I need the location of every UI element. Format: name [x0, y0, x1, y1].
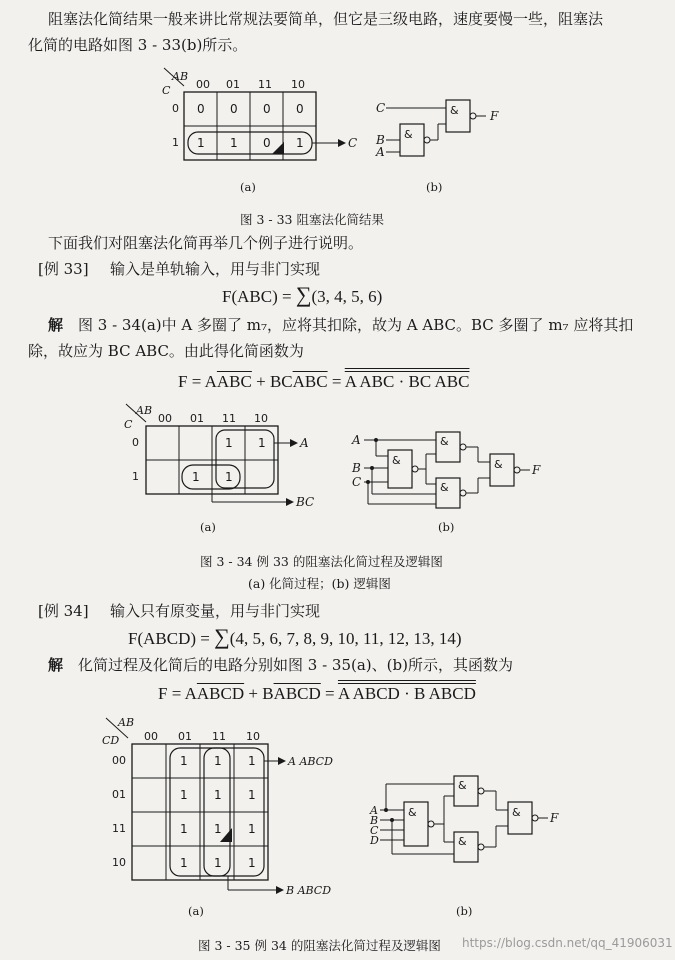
ex34-text: 输入只有原变量，用与非门实现 [110, 602, 321, 620]
lead-text: 下面我们对阻塞法化简再举几个例子进行说明。 [48, 234, 364, 252]
fig33-output-c: C [348, 136, 358, 150]
fig34-circuit [350, 426, 550, 516]
fig35-cell-12: 1 [214, 788, 222, 802]
fig34-sub-a: (a) [200, 520, 216, 534]
fig34-var-c: C [124, 418, 133, 431]
ex33-sol-label: 解 [48, 316, 64, 334]
fig33-var-c: C [162, 84, 171, 97]
ex34-formula-terms: (4, 5, 6, 7, 8, 9, 10, 11, 12, 13, 14) [229, 629, 462, 648]
fig35-row-0: 00 [112, 754, 126, 767]
fig33-sub-b: (b) [426, 180, 443, 194]
fig35-cell-11: 1 [180, 788, 188, 802]
fig35-cell-33: 1 [248, 856, 256, 870]
fig34-cell-11: 1 [192, 470, 200, 484]
fig35-caption: 图 3 - 35 例 34 的阻塞法化简过程及逻辑图 [198, 938, 441, 953]
ex33-sol-line2: 除，故应为 BC ABC。由此得化简函数为 [28, 342, 304, 360]
fig34-kmap [120, 402, 330, 520]
ex34-eq-rhs: A ABCD · B ABCD [337, 684, 476, 703]
fig35-col-0: 00 [144, 730, 158, 743]
fig35-label-b: B ABCD [286, 884, 332, 897]
ex34-tag: [例 34] [38, 602, 89, 620]
ex34-eq-t2: ABCD [273, 684, 321, 703]
ex33-eq-plus: + BC [251, 372, 293, 391]
fig35-col-2: 11 [212, 730, 226, 743]
fig34-cell-02: 1 [225, 436, 233, 450]
fig34-col-2: 11 [222, 412, 236, 425]
fig35-in-d: D [370, 834, 379, 847]
fig35-cell-22: 1 [214, 822, 222, 836]
fig35-col-3: 10 [246, 730, 260, 743]
fig35-kmap [100, 714, 340, 904]
ex33-eq-t2: $\overline{ABC}$ [292, 372, 328, 391]
ex34-sol-label: 解 [48, 656, 64, 674]
fig35-gate4-sym: & [512, 806, 521, 819]
fig33-col-3: 10 [291, 78, 305, 91]
ex33-sol-line1: 图 3 - 34(a)中 A 多圈了 m₇，应将其扣除，故为 A ABC。BC 多圈了 m₇ 应将其扣 [78, 316, 634, 334]
ex34-formula-lhs: F(ABCD) = [128, 629, 215, 648]
fig33-col-0: 00 [196, 78, 210, 91]
ex33-sigma: ∑ [295, 282, 312, 307]
fig35-row-3: 10 [112, 856, 126, 869]
ex33-eq-lhs: F = A [178, 372, 217, 391]
intro-line-1: 阻塞法化简结果一般来讲比常规法要简单，但它是三级电路，速度要慢一些，阻塞法 [48, 10, 604, 28]
fig33-col-2: 11 [258, 78, 272, 91]
fig35-cell-31: 1 [180, 856, 188, 870]
fig33-col-1: 01 [226, 78, 240, 91]
fig35-sub-b: (b) [456, 904, 473, 918]
fig34-out-f: F [532, 463, 541, 477]
ex33-eq-t1: $\overline{ABC}$ [216, 372, 252, 391]
fig35-var-cd: CD [102, 734, 120, 747]
fig33-cell-10: 1 [197, 136, 205, 150]
ex33-formula-terms: (3, 4, 5, 6) [311, 287, 383, 306]
fig34-caption-2: (a) 化简过程；(b) 逻辑图 [248, 576, 391, 591]
ex33-formula-lhs: F(ABC) = [222, 287, 296, 306]
fig34-in-b: B [352, 461, 361, 475]
ex33-eq-eq: = [327, 372, 345, 391]
fig33-cell-03: 0 [296, 102, 304, 116]
ex34-eq-plus: + B [244, 684, 274, 703]
fig35-circuit [368, 774, 568, 864]
ex34-eq-eq: = [320, 684, 338, 703]
ex33-eq-rhs: A ABC · BC ABC [344, 372, 470, 391]
fig34-in-a: A [352, 433, 361, 447]
fig33-row-1: 1 [172, 136, 179, 149]
fig34-var-ab: AB [136, 404, 153, 417]
ex34-sigma: ∑ [214, 624, 230, 649]
fig35-in-c: C [370, 824, 379, 837]
fig35-cell-03: 1 [248, 754, 256, 768]
fig33-gate2-sym: & [450, 104, 459, 117]
fig33-caption: 图 3 - 33 阻塞法化简结果 [240, 212, 384, 227]
ex33-equation [178, 372, 469, 392]
ex33-text: 输入是单轨输入，用与非门实现 [110, 260, 321, 278]
fig35-gate3-sym: & [458, 835, 467, 848]
fig33-in-a: A [376, 145, 385, 159]
fig35-gate2-sym: & [458, 779, 467, 792]
fig33-in-c: C [376, 101, 386, 115]
fig35-cell-13: 1 [248, 788, 256, 802]
fig33-cell-11: 1 [230, 136, 238, 150]
ex34-sol-line1: 化简过程及化简后的电路分别如图 3 - 35(a)、(b)所示，其函数为 [78, 656, 513, 674]
fig34-cell-03: 1 [258, 436, 266, 450]
fig35-cell-32: 1 [214, 856, 222, 870]
fig34-gate2-sym: & [440, 435, 449, 448]
fig33-kmap [160, 66, 370, 196]
fig34-col-1: 01 [190, 412, 204, 425]
fig34-col-0: 00 [158, 412, 172, 425]
fig33-gate1-sym: & [404, 128, 413, 141]
fig33-cell-13: 1 [296, 136, 304, 150]
fig35-row-1: 01 [112, 788, 126, 801]
fig34-cell-12: 1 [225, 470, 233, 484]
fig34-in-c: C [352, 475, 362, 489]
fig34-gate1-sym: & [392, 454, 401, 467]
fig33-cell-00: 0 [197, 102, 205, 116]
fig33-row-0: 0 [172, 102, 179, 115]
fig34-caption: 图 3 - 34 例 33 的阻塞法化简过程及逻辑图 [200, 554, 443, 569]
fig33-cell-12: 0 [263, 136, 271, 150]
fig33-cell-02: 0 [263, 102, 271, 116]
fig35-row-2: 11 [112, 822, 126, 835]
fig35-sub-a: (a) [188, 904, 204, 918]
fig33-circuit [372, 96, 512, 166]
fig33-out-f: F [490, 109, 499, 123]
fig35-col-1: 01 [178, 730, 192, 743]
fig35-cell-21: 1 [180, 822, 188, 836]
fig35-gate1-sym: & [408, 806, 417, 819]
ex34-equation [158, 684, 476, 704]
fig34-col-3: 10 [254, 412, 268, 425]
fig33-var-ab: AB [172, 70, 189, 83]
fig35-label-a: A ABCD [288, 755, 333, 768]
fig34-row-1: 1 [132, 470, 139, 483]
fig33-cell-01: 0 [230, 102, 238, 116]
fig33-in-b: B [376, 133, 385, 147]
fig34-label-a: A [300, 436, 309, 450]
ex34-eq-lhs: F = A [158, 684, 197, 703]
fig35-cell-23: 1 [248, 822, 256, 836]
ex34-eq-t1: ABCD [196, 684, 245, 703]
fig35-out-f: F [550, 811, 559, 825]
watermark: https://blog.csdn.net/qq_41906031 [462, 936, 673, 950]
fig35-in-b: B [370, 814, 379, 827]
fig34-row-0: 0 [132, 436, 139, 449]
fig35-var-ab: AB [118, 716, 135, 729]
fig33-sub-a: (a) [240, 180, 256, 194]
fig35-cell-02: 1 [214, 754, 222, 768]
fig35-cell-01: 1 [180, 754, 188, 768]
fig34-gate4-sym: & [494, 458, 503, 471]
ex33-formula [222, 282, 382, 308]
ex33-tag: [例 33] [38, 260, 89, 278]
fig35-in-a: A [370, 804, 378, 817]
ex34-formula [128, 624, 462, 650]
fig34-sub-b: (b) [438, 520, 455, 534]
intro-line-2: 化简的电路如图 3 - 33(b)所示。 [28, 36, 248, 54]
fig34-label-bc: BC [296, 495, 315, 509]
fig34-gate3-sym: & [440, 481, 449, 494]
